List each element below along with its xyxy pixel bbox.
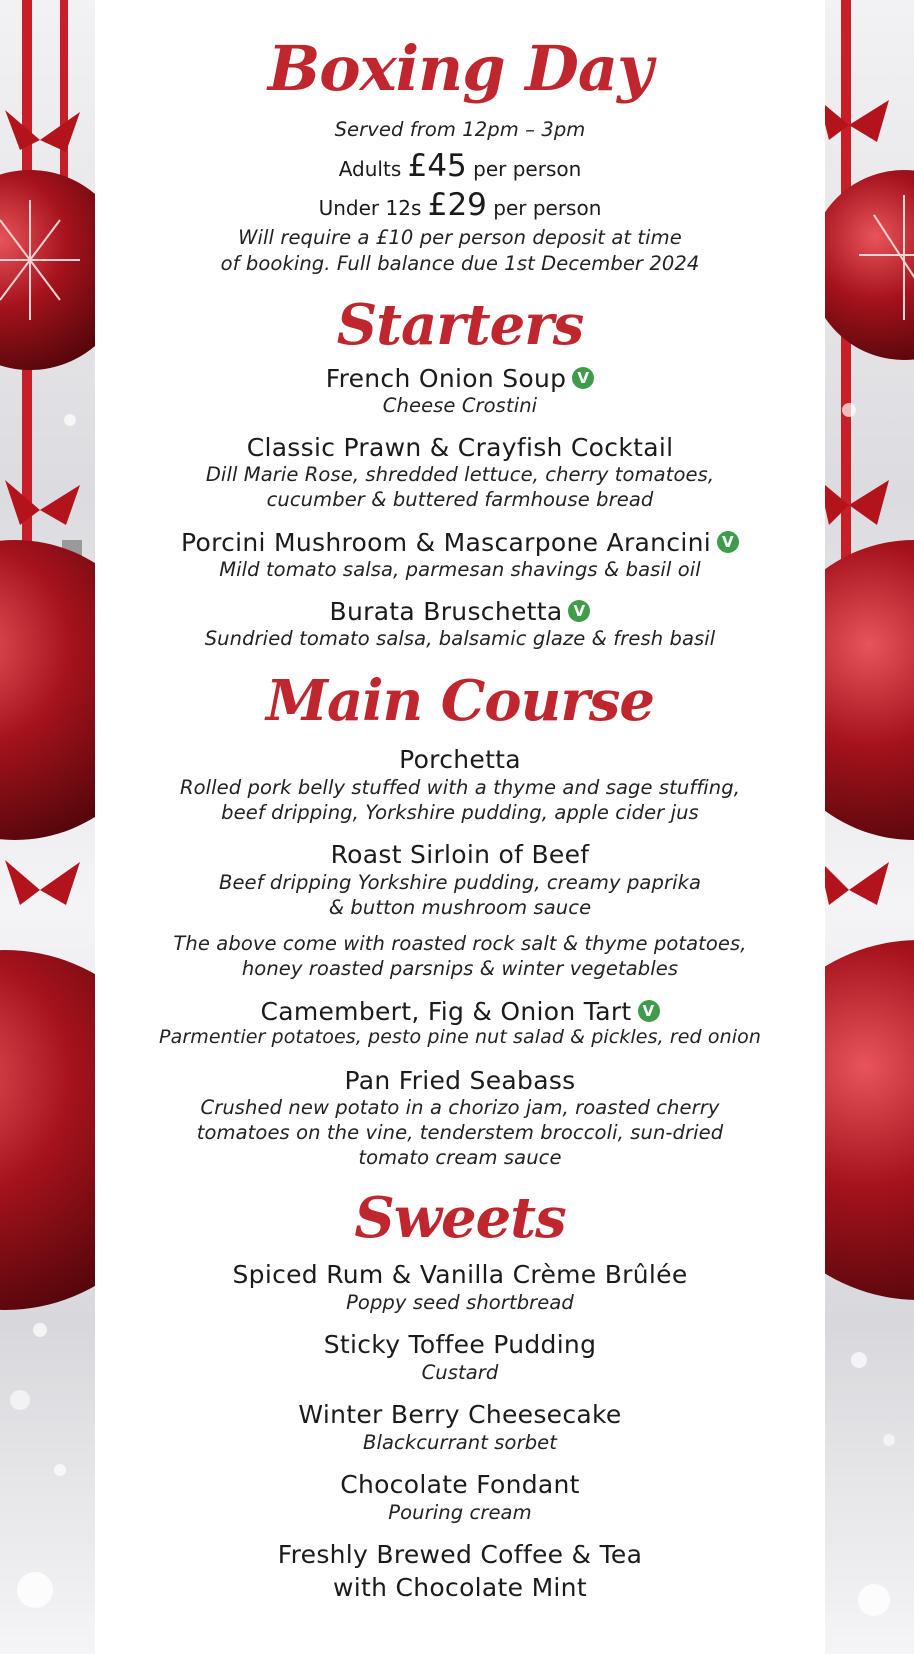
- dish-name: Chocolate Fondant: [340, 1470, 580, 1499]
- starters-heading: Starters: [336, 292, 584, 358]
- deposit-note-line2: of booking. Full balance due 1st December 2024: [220, 252, 700, 275]
- under12-label: Under 12s: [318, 196, 422, 220]
- dish-description: Poppy seed shortbread: [346, 1291, 574, 1314]
- vegetarian-icon: V: [568, 600, 590, 622]
- dish-name: Pan Fried Seabass: [344, 1066, 576, 1095]
- dish-name: Porcini Mushroom & Mascarpone Arancini V: [95, 528, 825, 557]
- right-decorative-border: [819, 0, 914, 1654]
- serving-times: Served from 12pm – 3pm: [334, 118, 586, 141]
- dish-description: Rolled pork belly stuffed with a thyme and sage stuffing,: [179, 776, 741, 799]
- dish-description: Sundried tomato salsa, balsamic glaze & fresh basil: [204, 627, 716, 650]
- christmas-baubles-right: [819, 0, 914, 1654]
- adults-price: £45: [407, 148, 467, 184]
- dish-name: Classic Prawn & Crayfish Cocktail: [246, 433, 674, 462]
- closing-line: Freshly Brewed Coffee & Tea: [277, 1540, 643, 1569]
- dish-description: Blackcurrant sorbet: [362, 1431, 558, 1454]
- dish-name: Porchetta: [399, 745, 521, 774]
- deposit-note-line1: Will require a £10 per person deposit at time: [238, 226, 682, 249]
- dish-description: Pouring cream: [388, 1501, 532, 1524]
- dish-description: Dill Marie Rose, shredded lettuce, cherry tomatoes,: [205, 463, 715, 486]
- dish-name: Sticky Toffee Pudding: [323, 1330, 597, 1359]
- dish-name: French Onion Soup V: [95, 364, 825, 393]
- main-course-heading: Main Course: [265, 668, 655, 734]
- dish-name: Camembert, Fig & Onion Tart V: [95, 997, 825, 1026]
- dish-name: Spiced Rum & Vanilla Crème Brûlée: [232, 1260, 688, 1289]
- menu-panel: [95, 0, 825, 1654]
- dish-description: tomatoes on the vine, tenderstem broccoli, sun-dried: [196, 1121, 724, 1144]
- dish-description: Mild tomato salsa, parmesan shavings & basil oil: [219, 558, 701, 581]
- under12-price: £29: [427, 187, 487, 223]
- closing-line: with Chocolate Mint: [333, 1573, 587, 1602]
- under12-suffix: per person: [493, 196, 602, 220]
- dish-description: & button mushroom sauce: [328, 896, 592, 919]
- sides-note: honey roasted parsnips & winter vegetables: [241, 957, 679, 980]
- dish-description: Parmentier potatoes, pesto pine nut salad & pickles, red onion: [159, 1026, 761, 1048]
- christmas-baubles-left: [0, 0, 95, 1654]
- dish-description: tomato cream sauce: [358, 1146, 562, 1169]
- dish-name: Burata Bruschetta V: [95, 597, 825, 626]
- under12-price-line: [95, 187, 825, 223]
- adults-suffix: per person: [473, 157, 582, 181]
- dish-description: Custard: [421, 1361, 499, 1384]
- dish-description: Cheese Crostini: [382, 394, 538, 417]
- dish-name: Winter Berry Cheesecake: [298, 1400, 622, 1429]
- menu-title: Boxing Day: [267, 32, 653, 105]
- sides-note: The above come with roasted rock salt & thyme potatoes,: [173, 932, 747, 955]
- adults-price-line: [95, 148, 825, 184]
- dish-description: cucumber & buttered farmhouse bread: [266, 488, 654, 511]
- vegetarian-icon: V: [638, 1000, 660, 1022]
- dish-description: beef dripping, Yorkshire pudding, apple cider jus: [221, 801, 699, 824]
- adults-label: Adults: [338, 157, 402, 181]
- sweets-heading: Sweets: [354, 1185, 566, 1251]
- dish-description: Beef dripping Yorkshire pudding, creamy paprika: [218, 871, 702, 894]
- vegetarian-icon: V: [717, 531, 739, 553]
- left-decorative-border: [0, 0, 95, 1654]
- dish-name: Roast Sirloin of Beef: [330, 840, 590, 869]
- dish-description: Crushed new potato in a chorizo jam, roasted cherry: [200, 1096, 720, 1119]
- vegetarian-icon: V: [572, 367, 594, 389]
